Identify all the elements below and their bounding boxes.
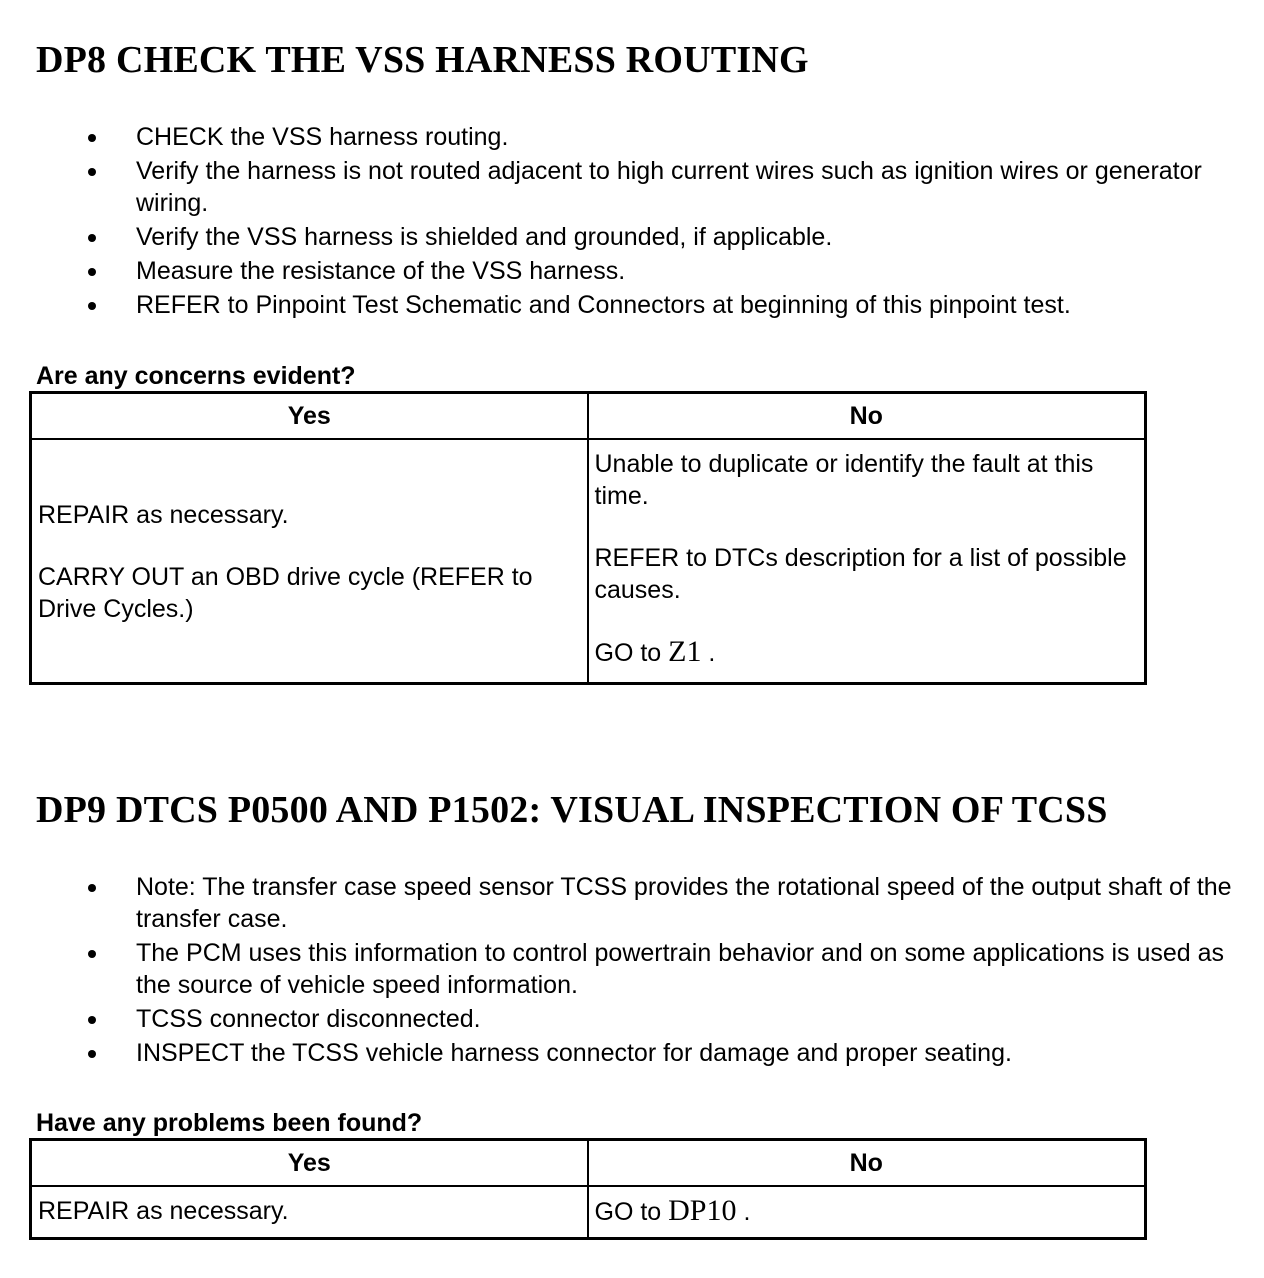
dp9-question: Have any problems been found? xyxy=(36,1109,423,1137)
bullet-dot-icon xyxy=(88,950,96,958)
repair-instruction: REPAIR as necessary. xyxy=(38,1197,289,1225)
bullet-dot-icon xyxy=(88,234,96,242)
goto-instruction: GO to Z1 . xyxy=(594,635,716,668)
bullet-dot-icon xyxy=(88,134,96,142)
yes-column-header: Yes xyxy=(31,1140,588,1187)
list-item: Verify the VSS harness is shielded and grounded, if applicable. xyxy=(36,221,1236,253)
no-cell xyxy=(588,439,1146,683)
yes-cell xyxy=(31,1186,588,1238)
repair-instruction: REPAIR as necessary. xyxy=(38,500,289,529)
list-item: Note: The transfer case speed sensor TCSS provides the rotational speed of the output shaft of the transfer case. xyxy=(36,871,1236,935)
dp8-answer-table xyxy=(29,391,1147,685)
dp9-bullet-list xyxy=(36,871,1236,1071)
dp9-title: DP9 DTCS P0500 AND P1502: VISUAL INSPECTION OF TCSS xyxy=(36,789,1108,831)
refer-dtc-text: REFER to DTCs description for a list of possible causes. xyxy=(594,544,1127,604)
goto-dp10-link[interactable]: DP10 xyxy=(668,1194,737,1227)
bullet-dot-icon xyxy=(88,1016,96,1024)
list-item: TCSS connector disconnected. xyxy=(36,1003,1236,1035)
bullet-dot-icon xyxy=(88,268,96,276)
bullet-dot-icon xyxy=(88,1050,96,1058)
list-item: Measure the resistance of the VSS harness. xyxy=(36,255,1236,287)
goto-instruction: GO to DP10 . xyxy=(594,1194,751,1227)
dp8-title: DP8 CHECK THE VSS HARNESS ROUTING xyxy=(36,39,809,81)
list-item: CHECK the VSS harness routing. xyxy=(36,121,1236,153)
bullet-dot-icon xyxy=(88,884,96,892)
dp9-answer-table xyxy=(29,1138,1147,1240)
list-item: REFER to Pinpoint Test Schematic and Connectors at beginning of this pinpoint test. xyxy=(36,289,1236,321)
bullet-dot-icon xyxy=(88,302,96,310)
goto-z1-link[interactable]: Z1 xyxy=(668,635,702,668)
unable-to-duplicate-text: Unable to duplicate or identify the fault at this time. xyxy=(594,450,1094,510)
list-item: The PCM uses this information to control powertrain behavior and on some applications is used as the source of vehicle speed information. xyxy=(36,937,1236,1001)
no-column-header: No xyxy=(588,1140,1146,1187)
dp8-bullet-list xyxy=(36,121,1236,323)
no-column-header: No xyxy=(588,393,1146,440)
yes-column-header: Yes xyxy=(31,393,588,440)
list-item: INSPECT the TCSS vehicle harness connector for damage and proper seating. xyxy=(36,1037,1236,1069)
list-item: Verify the harness is not routed adjacent to high current wires such as ignition wires or generator wiring. xyxy=(36,155,1236,219)
drive-cycle-instruction: CARRY OUT an OBD drive cycle (REFER to Drive Cycles.) xyxy=(38,562,533,623)
no-cell xyxy=(588,1186,1146,1238)
bullet-dot-icon xyxy=(88,168,96,176)
yes-cell xyxy=(31,439,588,683)
dp8-question: Are any concerns evident? xyxy=(36,362,356,390)
